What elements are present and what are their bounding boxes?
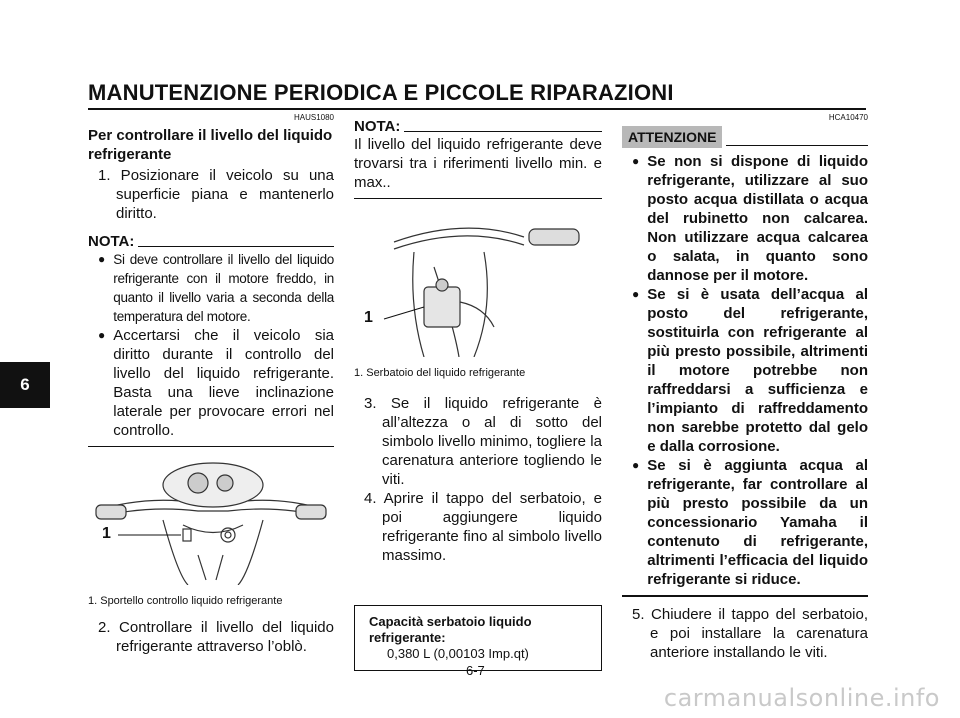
note-bullet [98, 326, 334, 440]
attention-bullet [632, 285, 868, 456]
note-bullet-text: Si deve controllare il livello del liquido refrigerante con il motore freddo, in quanto il livello varia a seconda della temperatura del motore. [113, 252, 334, 324]
watermark: carmanualsonline.info [663, 684, 940, 712]
figure-callout: 1 [364, 309, 373, 326]
note-bullet [98, 250, 334, 326]
reservoir-illustration [354, 207, 602, 357]
attention-bullet-text: Se non si dispone di liquido refrigerante, utilizzare al suo posto acqua distillata o acqua del rubinetto non calcarea. Non utilizzare acqua calcarea o salata, in quanto sono dannose per il motore. [647, 153, 868, 284]
note-rule [138, 246, 334, 247]
attention-header [622, 126, 868, 148]
attention-bullet [632, 152, 868, 285]
note-rule [404, 131, 602, 132]
bullet-dot-icon: ● [632, 287, 640, 301]
note-header [88, 233, 334, 250]
figure-coolant-window [88, 455, 334, 608]
spec-value: 0,380 L (0,00103 Imp.qt) [387, 646, 529, 661]
attention-label: ATTENZIONE [622, 126, 722, 148]
column-middle [354, 113, 602, 671]
chapter-tab: 6 [0, 362, 50, 408]
spec-box [354, 605, 602, 671]
step-3: 3. Se il liquido refrigerante è all’altezza o al di sotto del simbolo livello minimo, togliere la carenatura anteriore togliendo le viti. [364, 395, 602, 488]
section-code: HAUS1080 [293, 113, 334, 122]
figure-coolant-reservoir [354, 207, 602, 380]
note-end-rule [88, 446, 334, 447]
note-label: NOTA: [88, 233, 135, 250]
step-1: 1. Posizionare il veicolo su una superficie piana e mantenerlo diritto. [98, 167, 334, 222]
header-rule [88, 108, 866, 110]
note-end-rule [354, 198, 602, 199]
page-number: 6-7 [466, 663, 485, 678]
note-text: Il livello del liquido refrigerante deve trovarsi tra i riferimenti livello min. e max.. [354, 136, 602, 191]
spec-label: Capacità serbatoio liquido refrigerante: [369, 614, 532, 645]
step-5: 5. Chiudere il tappo del serbatoio, e poi installare la carenatura anteriore installando le viti. [632, 606, 868, 661]
scooter-dashboard-illustration [88, 455, 334, 585]
attention-bullet [632, 456, 868, 589]
section-title: Per controllare il livello del liquido refrigerante [88, 127, 333, 163]
attention-bullet-text: Se si è aggiunta acqua al refrigerante, far controllare al più presto possibile da un concessionario Yamaha il contenuto di refrigerante, altrimenti l’efficacia del liquido refrigerante si riduce. [647, 457, 868, 588]
step-4: 4. Aprire il tappo del serbatoio, e poi aggiungere liquido refrigerante fino al simbolo livello massimo. [364, 490, 602, 564]
attention-end-rule [622, 595, 868, 597]
attention-bullet-text: Se si è usata dell’acqua al posto del refrigerante, sostituirla con refrigerante al più presto possibile, altrimenti il motore potrebbe non raffreddarsi a sufficienza e l’impianto di raffreddamento non sarebbe protetto dal gelo e dalla corrosione. [647, 286, 868, 455]
column-left [88, 113, 334, 656]
column-right [622, 113, 868, 662]
page-header-title: MANUTENZIONE PERIODICA E PICCOLE RIPARAZIONI [88, 80, 674, 105]
step-2: 2. Controllare il livello del liquido refrigerante attraverso l’oblò. [98, 619, 334, 655]
attention-rule [726, 145, 868, 146]
bullet-dot-icon: ● [98, 252, 106, 266]
bullet-dot-icon: ● [632, 458, 640, 472]
figure-caption: 1. Serbatoio del liquido refrigerante [354, 367, 526, 379]
note-label: NOTA: [354, 118, 401, 135]
figure-callout: 1 [102, 525, 111, 542]
section-code: HCA10470 [828, 113, 868, 122]
bullet-dot-icon: ● [98, 328, 106, 342]
note-header [354, 118, 602, 135]
bullet-dot-icon: ● [632, 154, 640, 168]
note-bullet-text: Accertarsi che il veicolo sia diritto durante il controllo del livello del liquido refrigerante. Basta una lieve inclinazione laterale per provocare errori nel controllo. [113, 327, 334, 439]
figure-caption: 1. Sportello controllo liquido refrigerante [88, 595, 283, 607]
